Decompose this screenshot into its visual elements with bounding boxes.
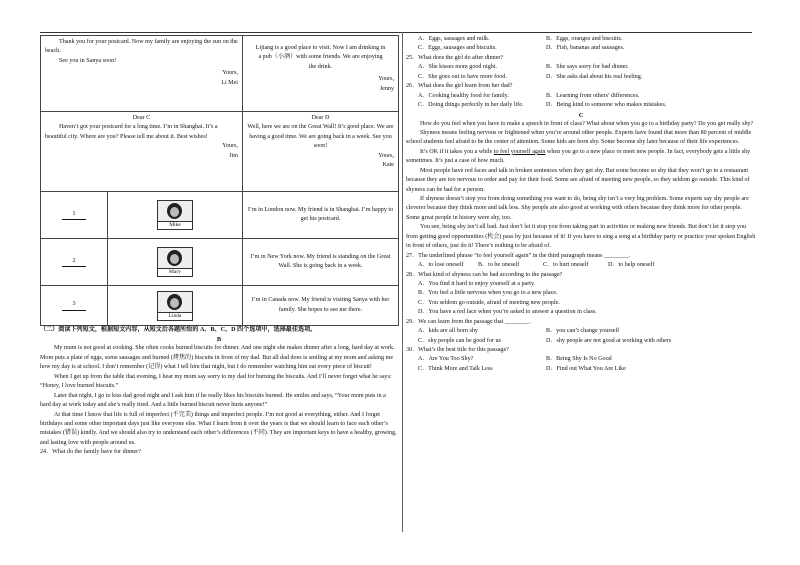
photo-mike: Mike — [157, 200, 193, 230]
option-28c[interactable]: C．You seldom go outside, afraid of meeting new people. — [418, 299, 560, 306]
option-25a[interactable]: A．She kisses mom good night. — [418, 64, 498, 71]
question-26: 26．What does the girl learn from her dad? — [406, 83, 513, 90]
column-divider — [402, 32, 403, 532]
table-row: 2 Mary I’m in New York now. My friend is standing on the Great Wall. She is going back in a week. — [41, 239, 399, 286]
option-25d[interactable]: D．She asks dad about his real feeling. — [546, 73, 643, 80]
passage-c-p3: It’s OK if it takes you a while to feel yourself again when you go to a new place or meet new people. In fact, everybody gets a little shy sometimes. It’s just a case of how much. — [406, 148, 751, 165]
passage-c-p2: Shyness means feeling nervous or frightened when you’re around other people. Experts have found that more than 80 percent of middle school students feel afraid to be the center of attention. Some kids are born shy. Some become shy later because of their life experiences. — [406, 129, 752, 146]
postcard-c: Dear C Haven’t got your postcard for a long time. I’m in Shanghai. It’s a beautiful city. Where are you? Please tell me about it. Best wishes! Yours, Jim — [41, 112, 243, 192]
option-24a[interactable]: A．Eggs, sausages and milk. — [418, 36, 490, 42]
option-29a[interactable]: A．kids are all born shy — [418, 328, 478, 335]
option-29c[interactable]: C．shy people can be good for us — [418, 337, 501, 344]
section-b-title: B — [216, 336, 222, 344]
option-26a[interactable]: A．Cooking healthy food for family. — [418, 92, 509, 99]
photo-linda: Linda — [157, 291, 193, 321]
table-row: 1 Mike I’m in London now. My friend is in Shanghai. I’m happy to get his postcard. — [41, 192, 399, 239]
answer-blank-2[interactable]: 2 — [62, 257, 86, 267]
passage-c-p6: You see, being shy isn’t all bad. Just don’t let it stop you from taking part in activities or making new friends. But don’t let it stop you from getting good opportunities (机会) pass by just because of it! If you have to sing a song at a birthday party or practice your spoken English in front of others, just do it! There’s nothing to be afraid of. — [406, 224, 756, 250]
photo-mary: Mary — [157, 247, 193, 277]
table-row: 3 Linda I’m in Canada now. My friend is visiting Sanya with her family. She hopes to see me there. — [41, 286, 399, 326]
option-25c[interactable]: C．She goes out to have more food. — [418, 73, 507, 80]
option-24c[interactable]: C．Eggs, sausages and biscuits. — [418, 45, 497, 52]
section-instruction: （二）阅读下列短文，根据短文内容，从短文后各题所给的 A、B、C、D 四个选项中，选择最佳选项。 — [40, 327, 317, 333]
passage-c-p5: If shyness doesn’t stop you from doing something you want to do, being shy isn’t a very big problem. Some experts say shy people are cleverer because they think more and talk less. Shy people are also good at working with others because they think more for other people. Some great people in history were shy, too. — [406, 196, 749, 221]
right-column — [406, 35, 756, 374]
passage-c-p4: Most people have red faces and talk in broken sentences when they get shy. But some become so shy that they won’t go to a restaurant because they are too nervous to order and pay for their food. Some are afraid of meeting new people, so they seldom go outside. This kind of shyness can be bad for a person. — [406, 167, 750, 193]
passage-b-p2: When I get up from the table that evening, I hear my mom say sorry to my dad for burning the biscuits. And I’ll never forget what he says: “Honey, I love burned biscuits.” — [40, 373, 392, 390]
option-30c[interactable]: C．Think More and Talk Less — [418, 365, 493, 372]
option-28a[interactable]: A．You find it hard to enjoy yourself at a party. — [418, 280, 536, 287]
option-27d[interactable]: D．to help oneself — [608, 262, 655, 269]
option-29d[interactable]: D．shy people are not good at working with others — [546, 337, 672, 344]
option-26d[interactable]: D．Being kind to someone who makes mistakes. — [546, 102, 667, 109]
option-28d[interactable]: D．You have a red face when you’re asked to answer a question in class. — [418, 309, 597, 316]
postcard-d: Dear D Well, here we are on the Great Wall! It’s good place. We are having a good time. We are going back in a week. See you soon! Yours, Kate — [243, 112, 399, 192]
option-30b[interactable]: B．Being Shy Is No Good — [546, 356, 612, 363]
answer-blank-3[interactable]: 3 — [62, 300, 86, 310]
option-27b[interactable]: B．to be oneself — [478, 262, 520, 269]
option-30a[interactable]: A．Are You Too Shy? — [418, 356, 474, 363]
postcard-b: Lijiang is a good place to visit. Now I am drinking in a pub（小酒）with some friends. We are enjoying the drink. Yours, Jenny — [243, 36, 399, 112]
passage-b-p3: Later that night, I go to kiss dad good night and I ask him if he really likes his biscuits burned. He smiles and says, “Your mom puts in a hard day at work today and she’s really tired. And a little burned biscuit never hurts anyone!” — [40, 392, 386, 409]
postcard-a: Thank you for your postcard. Now my family are enjoying the sun on the beach. See you in Sanya soon! Yours, Li Mei — [41, 36, 243, 112]
option-30d[interactable]: D．Find out What You Are Like — [546, 365, 626, 372]
question-30: 30．What’s the best title for this passage? — [406, 347, 509, 353]
option-29b[interactable]: B．you can’t change yourself — [546, 328, 620, 335]
left-column — [40, 35, 398, 458]
q24-options-row1 — [406, 35, 756, 44]
top-rule — [40, 32, 752, 33]
option-28b[interactable]: B．You feel a little nervous when you go to a new place. — [418, 290, 558, 297]
question-27: 27．The underlined phrase “to feel yourself again” in the third paragraph means ________. — [406, 252, 630, 259]
q24-options-row2 — [406, 44, 756, 53]
answer-blank-1[interactable]: 1 — [62, 210, 86, 220]
section-c-title: C — [578, 111, 584, 119]
option-27a[interactable]: A．to lose oneself — [418, 262, 464, 269]
question-28: 28．What kind of shyness can be bad according to the passage? — [406, 271, 563, 278]
option-27c[interactable]: C．to hurt oneself — [543, 262, 589, 269]
passage-b-p1: My mum is not good at cooking. She often cooks burned biscuits for dinner. And one night she makes dinner after a long, hard day at work. Mom puts a plate of eggs, some sausages and burned (烤焦的) biscuits in front of my dad. But all dad does is smiling at my mom and asking me how my day is at school. I don’t remember (记得) what I tell him that night, but I do remember watching him eat every piece of biscuit! — [40, 345, 395, 371]
postcard-table — [40, 35, 399, 326]
passage-c-p1: How do you feel when you have to make a speech in front of class? What about when you go to a birthday party? Do you get really shy? — [420, 120, 754, 127]
question-29: 29．We can learn from the passage that ________. — [406, 318, 531, 325]
question-24: 24．What do the family have for dinner? — [40, 449, 141, 456]
option-24b[interactable]: B．Eggs, oranges and biscuits. — [546, 36, 623, 42]
passage-b-p4: At that time I know that life is full of imperfect (不完美) things and imperfect people. I’m not good at everything, either. And I forget birthdays and some other important days just like everyone else. What I learn from it over the years is that we should learn to face each other’s mistakes (错误) kindly. And we should also try to understand each other’s differences (不同). They are important keys to have a healthy, growing, and lasting love with people around us. — [40, 411, 397, 446]
option-26c[interactable]: C．Doing things perfectly in her daily life. — [418, 102, 524, 109]
option-26b[interactable]: B．Learning from others’ differences. — [546, 92, 640, 99]
question-25: 25．What does the girl do after dinner? — [406, 54, 504, 61]
option-24d[interactable]: D．Fish, bananas and sausages. — [546, 45, 625, 52]
option-25b[interactable]: B．She says sorry for bad dinner. — [546, 64, 629, 71]
underlined-phrase: to feel yourself again — [493, 148, 546, 155]
